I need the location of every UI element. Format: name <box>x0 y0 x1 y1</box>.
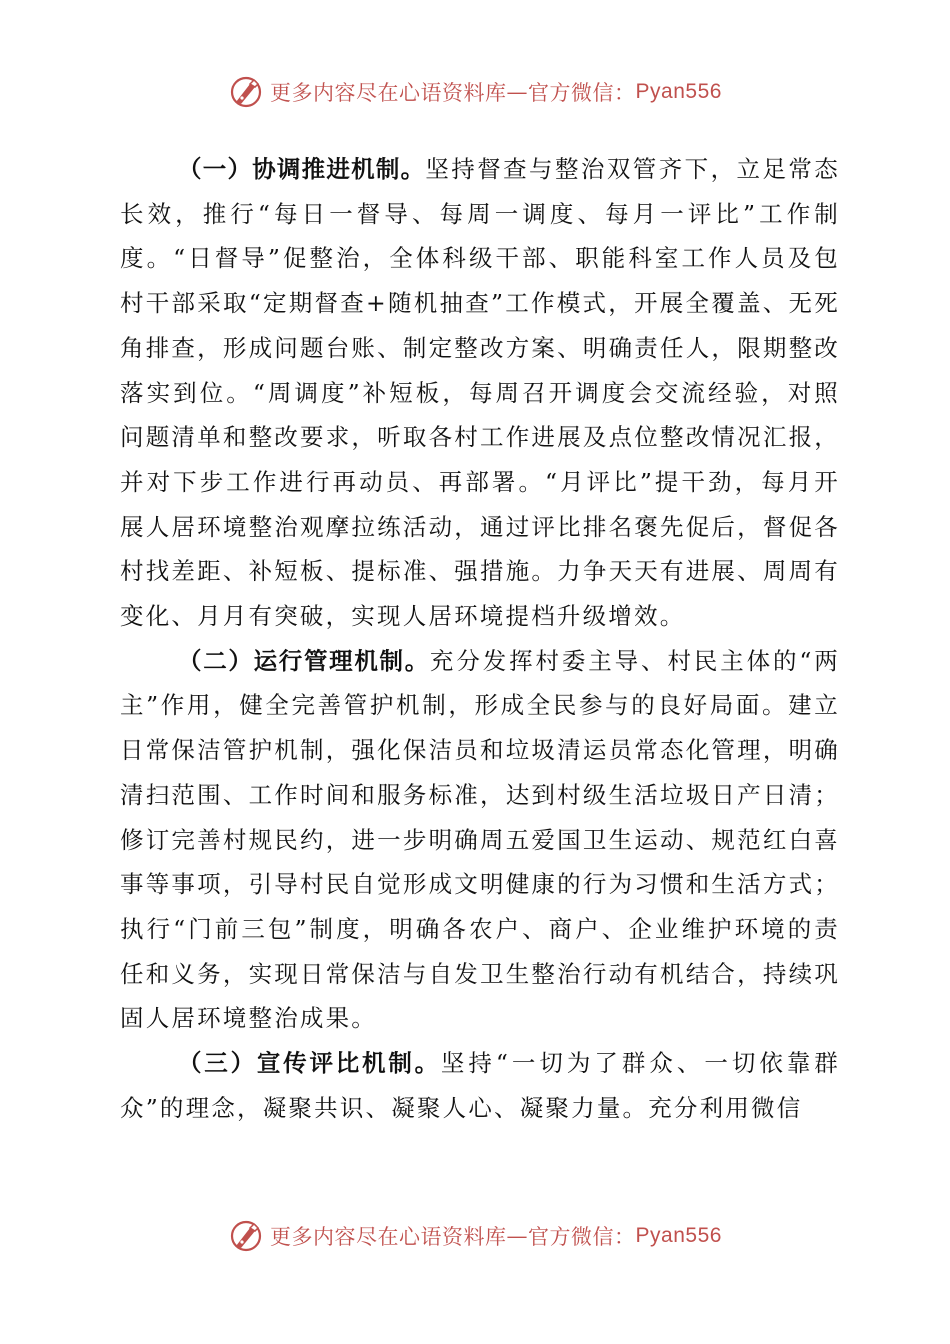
watermark-header <box>0 72 950 112</box>
paragraph-2-body: 充分发挥村委主导、村民主体的“两主”作用，健全完善管护机制，形成全民参与的良好局面。建立日常保洁管护机制，强化保洁员和垃圾清运员常态化管理，明确清扫范围、工作时间和服务标准，达到村级生活垃圾日产日清；修订完善村规民约，进一步明确周五爱国卫生运动、规范红白喜事等事项，引导村民自觉形成文明健康的行为习惯和生活方式；执行“门前三包”制度，明确各农户、商户、企业维护环境的责任和义务，实现日常保洁与自发卫生整治行动有机结合，持续巩固人居环境整治成果。 <box>120 646 841 1033</box>
watermark-wechat-label: 官方微信： <box>528 81 636 105</box>
pen-nib-logo-icon <box>228 1218 264 1254</box>
watermark-separator: — <box>506 1224 529 1248</box>
watermark-title: 更多内容尽在心语资料库 <box>270 81 507 105</box>
pen-nib-logo-icon <box>228 74 264 110</box>
paragraph-1 <box>120 147 840 639</box>
paragraph-2 <box>120 639 840 1041</box>
watermark-wechat-id: Pyan556 <box>635 1224 722 1247</box>
watermark-footer <box>0 1216 950 1256</box>
watermark-text <box>270 77 722 107</box>
watermark-text <box>270 1221 722 1251</box>
watermark-separator: — <box>506 80 529 104</box>
document-body <box>120 147 840 1130</box>
paragraph-3-heading: （三）宣传评比机制。 <box>178 1049 441 1078</box>
paragraph-1-heading: （一）协调推进机制。 <box>178 155 426 183</box>
paragraph-1-body: 坚持督查与整治双管齐下，立足常态长效，推行“每日一督导、每周一调度、每月一评比”工作制度。“日督导”促整治，全体科级干部、职能科室工作人员及包村干部采取“定期督查+随机抽查”工作模式，开展全覆盖、无死角排查，形成问题台账、制定整改方案、明确责任人，限期整改落实到位。“周调度”补短板，每周召开调度会交流经验，对照问题清单和整改要求，听取各村工作进展及点位整改情况汇报，并对下步工作进行再动员、再部署。“月评比”提干劲，每月开展人居环境整治观摩拉练活动，通过评比排名褒先促后，督促各村找差距、补短板、提标准、强措施。力争天天有进展、周周有变化、月月有突破，实现人居环境提档升级增效。 <box>120 155 841 631</box>
watermark-title: 更多内容尽在心语资料库 <box>270 1225 507 1249</box>
paragraph-3 <box>120 1041 840 1130</box>
watermark-wechat-id: Pyan556 <box>635 80 722 103</box>
watermark-wechat-label: 官方微信： <box>528 1225 636 1249</box>
paragraph-3-body: 坚持“一切为了群众、一切依靠群众”的理念，凝聚共识、凝聚人心、凝聚力量。充分利用微信 <box>120 1049 841 1122</box>
paragraph-2-heading: （二）运行管理机制。 <box>178 646 430 675</box>
